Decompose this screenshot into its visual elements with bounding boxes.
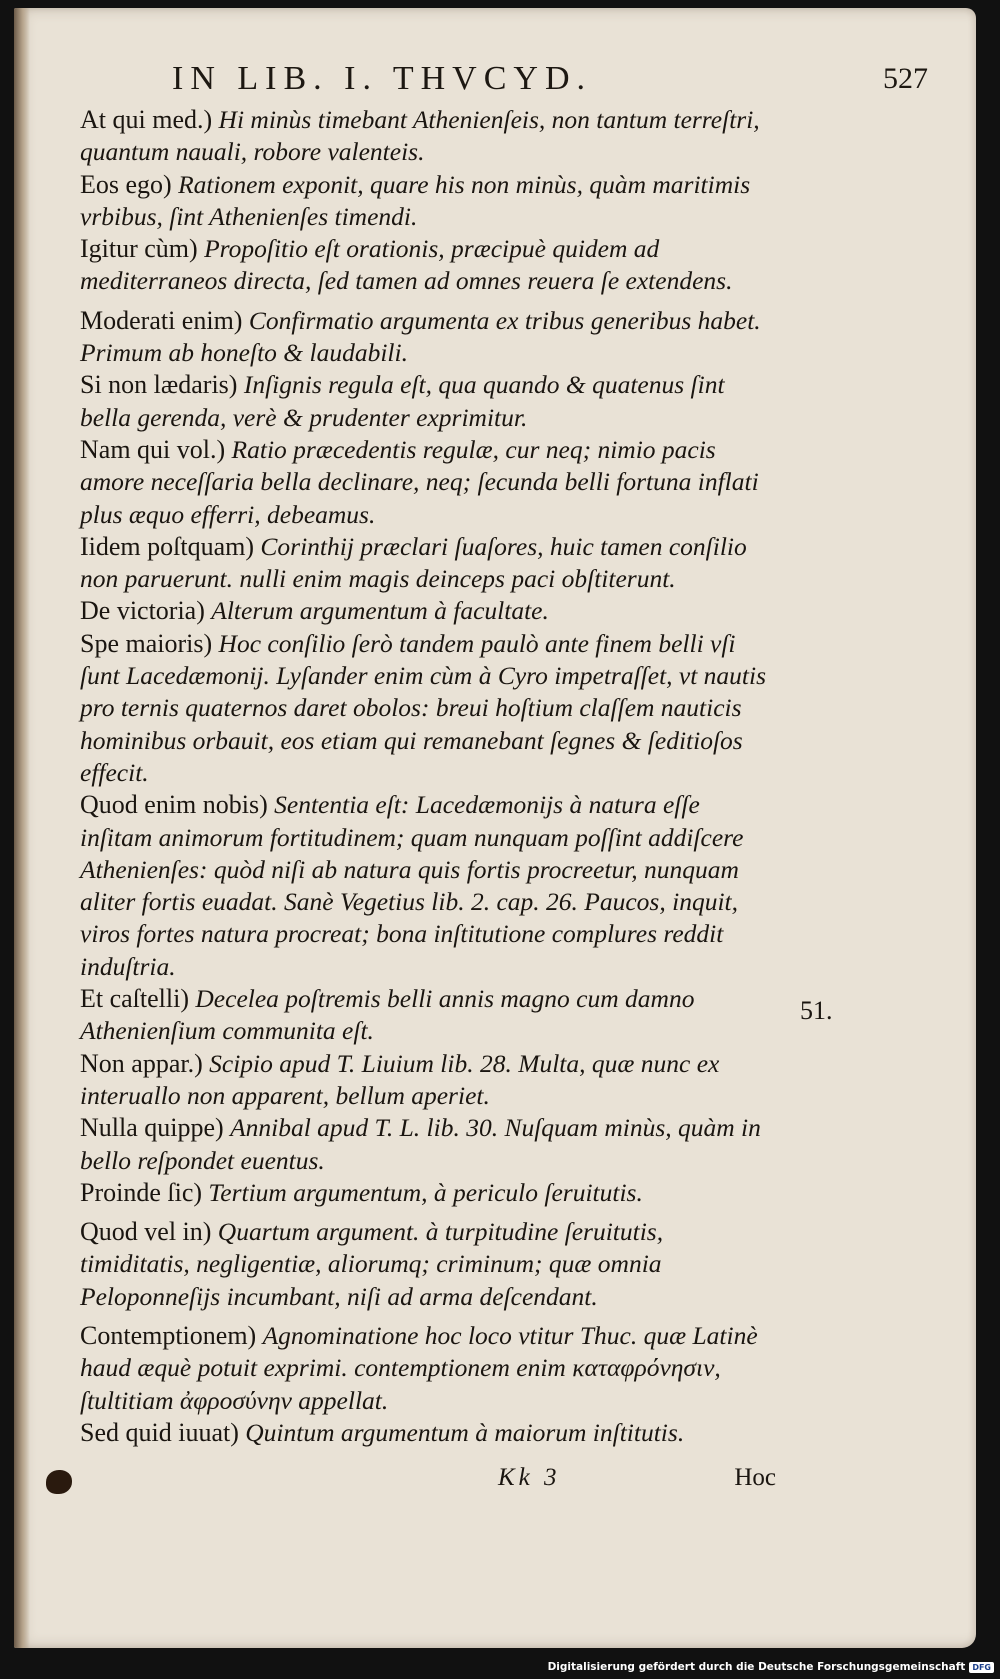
entry-lemma: Igitur cùm) xyxy=(80,234,198,264)
entry-comment: Ratio præcedentis regulæ, cur neq; nimio pacis amore neceſſaria bella declinare, neq; ſecunda belli fortuna inflati plus æquo efferri, debeamus. xyxy=(80,434,759,529)
commentary-entry xyxy=(80,983,776,1048)
entry-comment: Decelea poſtremis belli annis magno cum damno Athenienſium communita eſt. xyxy=(80,984,695,1046)
entry-comment: Inſignis regula eſt, qua quando & quatenus ſint bella gerenda, verè & prudenter exprimitur. xyxy=(80,370,725,432)
catchword: Hoc xyxy=(734,1464,776,1491)
entry-comment: Hoc conſilio ſerò tandem paulò ante finem belli vſi ſunt Lacedæmonij. Lyſander enim cùm à Cyro impetraſſet, vt nautis pro ternis quaternos daret obolos: breui hoſtium claſſem nauticis hominibus orbauit, eos etiam qui remanebant ſegnes & ſeditioſos effecit. xyxy=(80,628,767,787)
entry-lemma: Quod enim nobis) xyxy=(80,790,268,820)
entry-lemma: Proinde ſic) xyxy=(80,1177,203,1207)
entry-lemma: Sed quid iuuat) xyxy=(80,1417,239,1447)
entry-comment: Propoſitio eſt orationis, præcipuè quidem ad mediterraneos directa, ſed tamen ad omnes reuera ſe extendens. xyxy=(80,234,733,296)
entry-comment: Annibal apud T. L. lib. 30. Nuſquam minùs, quàm in bello reſpondet euentus. xyxy=(80,1113,761,1175)
commentary-entry xyxy=(80,1177,776,1209)
page-number: 527 xyxy=(883,62,928,95)
page-gutter-shadow xyxy=(14,8,30,1648)
commentary-entry xyxy=(80,305,776,370)
commentary-entry xyxy=(80,628,776,789)
entry-comment: Scipio apud T. Liuium lib. 28. Multa, quæ nunc ex interuallo non apparent, bellum aperiet. xyxy=(80,1048,720,1110)
entry-comment: Confirmatio argumenta ex tribus generibus habet. Primum ab honeſto & laudabili. xyxy=(80,305,761,368)
commentary-text xyxy=(80,104,776,1449)
entry-comment: Sententia eſt: Lacedæmonijs à natura eſſe inſitam animorum fortitudinem; quam nunquam poſſint addiſcere Athenienſes: quòd niſi ab natura quis fortis procreetur, nunquam aliter fortis euadat. Sanè Vegetius lib. 2. cap. 26. Paucos, inquit, viros fortes natura procreat; bona inſtitutione complures reddit induſtria. xyxy=(80,790,744,981)
entry-lemma: Moderati enim) xyxy=(80,305,243,335)
running-head xyxy=(172,60,942,104)
page-footer xyxy=(80,1464,776,1498)
commentary-entry xyxy=(80,104,776,169)
entry-lemma: Contemptionem) xyxy=(80,1320,257,1350)
book-page xyxy=(14,8,976,1648)
running-head-title: IN LIB. I. THVCYD. xyxy=(172,60,593,97)
entry-lemma: Et caſtelli) xyxy=(80,984,190,1014)
digitization-credit xyxy=(548,1661,994,1673)
entry-comment: Agnominatione hoc loco vtitur Thuc. quæ Latinè haud æquè potuit exprimi. contemptionem enim καταφρόνησιν, ſtultitiam ἀφροσύνην appellat. xyxy=(80,1320,758,1415)
commentary-entry xyxy=(80,595,776,627)
entry-lemma: Nulla quippe) xyxy=(80,1113,224,1143)
entry-lemma: Iidem poſtquam) xyxy=(80,531,255,561)
entry-comment: Corinthij præclari ſuaſores, huic tamen conſilio non paruerunt. nulli enim magis deinceps paci obſtiterunt. xyxy=(80,531,747,594)
entry-lemma: Non appar.) xyxy=(80,1048,203,1078)
entry-comment: Quintum argumentum à maiorum inſtitutis. xyxy=(245,1417,685,1447)
commentary-entry xyxy=(80,233,776,298)
commentary-entry xyxy=(80,531,776,596)
commentary-entry xyxy=(80,1112,776,1177)
entry-comment: Rationem exponit, quare his non minùs, quàm maritimis vrbibus, ſint Athenienſes timendi. xyxy=(80,169,751,231)
entry-lemma: At qui med.) xyxy=(80,105,213,134)
commentary-entry xyxy=(80,169,776,234)
commentary-entry xyxy=(80,1320,776,1417)
commentary-entry xyxy=(80,1216,776,1313)
entry-lemma: Spe maioris) xyxy=(80,628,213,658)
commentary-entry xyxy=(80,369,776,434)
entry-lemma: Eos ego) xyxy=(80,169,172,199)
entry-lemma: De victoria) xyxy=(80,596,205,626)
entry-comment: Tertium argumentum, à periculo ſeruitutis. xyxy=(208,1177,643,1207)
entry-comment: Alterum argumentum à facultate. xyxy=(211,596,549,626)
entry-lemma: Si non lædaris) xyxy=(80,370,238,400)
entry-lemma: Quod vel in) xyxy=(80,1217,212,1247)
entry-lemma: Nam qui vol.) xyxy=(80,434,226,464)
credit-text: Digitalisierung gefördert durch die Deutsche Forschungsgemeinschaft xyxy=(547,1661,966,1673)
ink-stain xyxy=(46,1470,72,1494)
margin-note: 51. xyxy=(800,996,833,1025)
commentary-entry xyxy=(80,789,776,983)
commentary-entry xyxy=(80,434,776,531)
signature-mark: Kk 3 xyxy=(498,1464,561,1491)
entry-comment: Quartum argument. à turpitudine ſeruitutis, timiditatis, negligentiæ, aliorumq; criminum; quæ omnia Peloponneſijs incumbant, niſi ad arma deſcendant. xyxy=(80,1217,664,1311)
dfg-logo-icon: DFG xyxy=(969,1662,994,1673)
commentary-entry xyxy=(80,1417,776,1449)
entry-comment: Hi minùs timebant Athenienſeis, non tantum terreſtri, quantum nauali, robore valenteis. xyxy=(80,105,760,167)
commentary-entry xyxy=(80,1048,776,1113)
